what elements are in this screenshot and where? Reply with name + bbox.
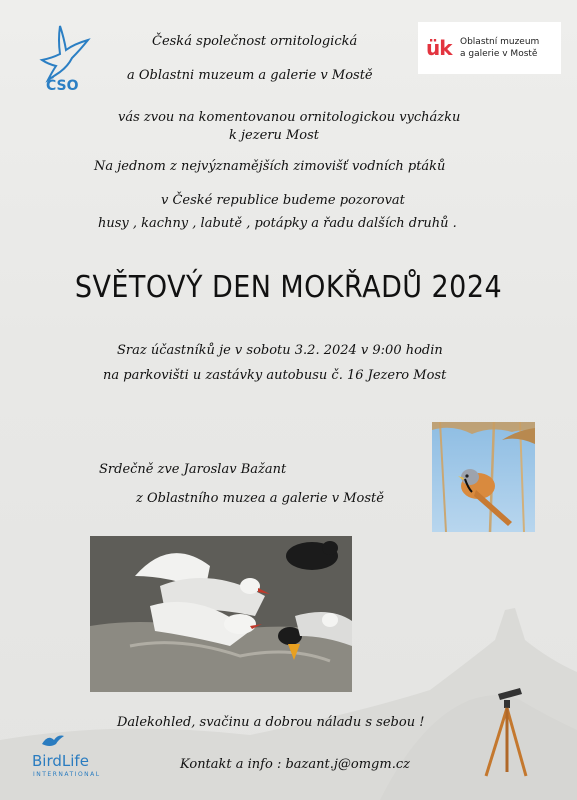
meeting-line-1: Sraz účastníků je v sobotu 3.2. 2024 v 9:00 hodin xyxy=(117,343,443,358)
birdlife-logo-text: BirdLife xyxy=(32,752,89,770)
intro-line-7: husy , kachny , labutě , potápky a řadu dalších druhů . xyxy=(98,216,457,231)
birdlife-bird-icon xyxy=(40,732,66,750)
event-title: SVĚTOVÝ DEN MOKŘADŮ 2024 xyxy=(74,270,503,305)
gulls-photo xyxy=(90,536,352,692)
museum-logo-line2: a galerie v Mostě xyxy=(460,49,538,59)
intro-line-1: Česká společnost ornitologická xyxy=(152,34,358,49)
intro-line-3: vás zvou na komentovanou ornitologickou vycházku xyxy=(118,110,461,125)
intro-line-4: k jezeru Most xyxy=(229,128,320,143)
intro-line-6: v České republice budeme pozorovat xyxy=(161,193,405,208)
invite-line-2: z Oblastního muzea a galerie v Mostě xyxy=(136,491,384,506)
meeting-line-2: na parkovišti u zastávky autobusu č. 16 Jezero Most xyxy=(103,368,447,383)
museum-logo xyxy=(418,22,561,74)
telescope-tripod-icon xyxy=(480,686,530,778)
intro-line-2: a Oblastni muzeum a galerie v Mostě xyxy=(127,68,373,83)
museum-logo-mark: ük xyxy=(426,36,452,60)
bring-line: Dalekohled, svačinu a dobrou náladu s sebou ! xyxy=(117,715,425,730)
bearded-reedling-photo xyxy=(432,422,535,532)
intro-line-5: Na jednom z nejvýznamějších zimovišť vodních ptáků xyxy=(94,159,446,174)
invite-line-1: Srdečně zve Jaroslav Bažant xyxy=(99,462,287,477)
contact-line: Kontakt a info : bazant.j@omgm.cz xyxy=(180,757,410,772)
cso-logo-text: ČSO xyxy=(46,78,79,94)
birdlife-logo-subtext: INTERNATIONAL xyxy=(33,771,101,778)
museum-logo-line1: Oblastní muzeum xyxy=(460,37,540,47)
